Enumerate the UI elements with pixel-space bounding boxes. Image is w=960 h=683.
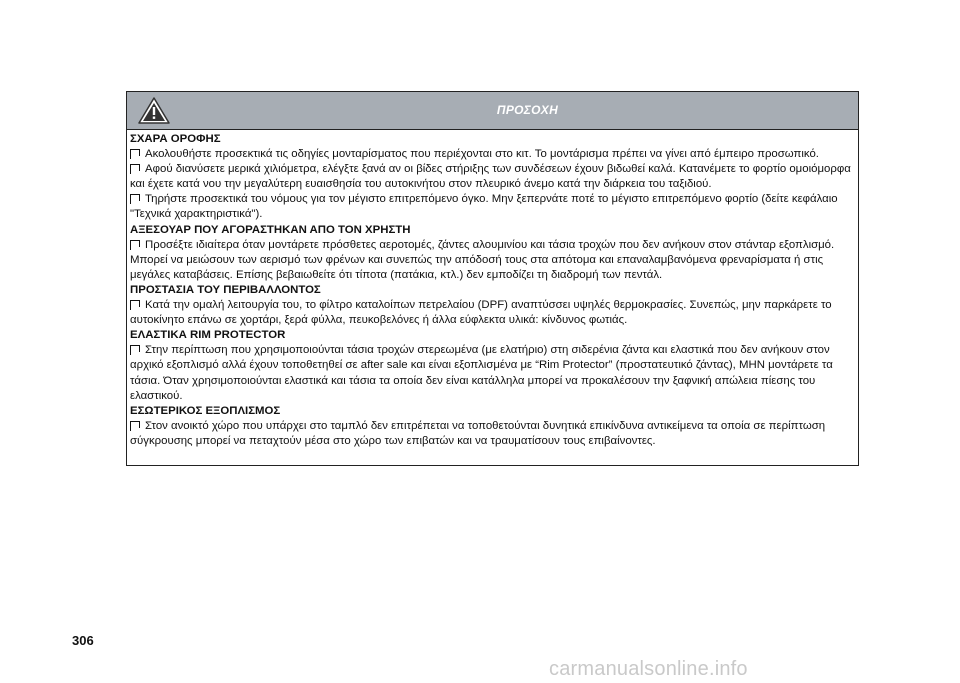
paragraph (130, 298, 855, 328)
paragraph-text: Τηρήστε προσεκτικά του νόμους για τον μέγιστο επιτρεπόμενο όγκο. Μην ξεπερνάτε ποτέ το μέγιστο επιτρεπόμενο φορτίο (δείτε κεφάλαιο "Τεχνικά χαρακτηριστικά"). (130, 193, 838, 221)
bullet-icon (130, 164, 140, 171)
paragraph-text: Κατά την ομαλή λειτουργία του, το φίλτρο καταλοίπων πετρελαίου (DPF) αναπτύσσει υψηλές θερμοκρασίες. Συνεπώς, μην παρκάρετε το αυτοκίνητο επάνω σε χορτάρι, ξερά φύλλα, πευκοβελόνες ή άλλα εύφλεκτα υλικά: κίνδυνος φωτιάς. (130, 299, 832, 327)
paragraph-text: Στον ανοικτό χώρο που υπάρχει στο ταμπλό δεν επιτρέπεται να τοποθετούνται δυνητικά επικίνδυνα αντικείμενα τα οποία σε περίπτωση σύγκρουσης μπορεί να πεταχτούν μέσα στο χώρο των επιβατών και να τραυματίσουν τους επιβαίνοντες. (130, 419, 826, 447)
bullet-icon (130, 345, 140, 352)
section-title: ΣΧΑΡΑ ΟΡΟΦΗΣ (130, 133, 221, 145)
paragraph (130, 238, 855, 283)
bullet-icon (130, 240, 140, 247)
warning-header (127, 92, 858, 130)
paragraph (130, 343, 855, 403)
paragraph (130, 162, 855, 192)
paragraph (130, 419, 855, 449)
section-title: ΠΡΟΣΤΑΣΙΑ ΤΟΥ ΠΕΡΙΒΑΛΛΟΝΤΟΣ (130, 283, 321, 296)
bullet-icon (130, 194, 140, 201)
paragraph-text: Προσέξτε ιδιαίτερα όταν μοντάρετε πρόσθετες αεροτομές, ζάντες αλουμινίου και τάσια τροχών που δεν ανήκουν στον στάνταρ εξοπλισμό. Μπορεί να μειώσουν των αερισμό των φρένων και συνεπώς την απόδοσή τους στα απότομα και επαναλαμβανόμενα φρεναρίσματα ή στις μεγάλες καταβάσεις. Επίσης βεβαιωθείτε ότι τίποτα (πατάκια, κτλ.) δεν εμποδίζει τη διαδρομή των πεντάλ. (130, 238, 835, 281)
paragraph-text: Ακολουθήστε προσεκτικά τις οδηγίες μονταρίσματος που περιέχονται στο κιτ. Το μοντάρισμα πρέπει να γίνει από έμπειρο προσωπικό. (145, 148, 819, 161)
paragraph (130, 147, 855, 162)
section-title: ΑΞΕΣΟΥΑΡ ΠΟΥ ΑΓΟΡΑΣΤΗΚΑΝ ΑΠΟ ΤΟΝ ΧΡΗΣΤΗ (130, 223, 411, 236)
warning-body (127, 130, 858, 449)
paragraph-text: Στην περίπτωση που χρησιμοποιούνται τάσια τροχών στερεωμένα (με ελατήριο) στη σιδερένια ζάντα και ελαστικά που δεν ανήκουν στον αρχικό εξοπλισμό αλλά έχουν τοποθετηθεί σε after sale και είναι εξοπλισμένα με “Rim Protector” (προστατευτικό ζάντας), ΜΗΝ μοντάρετε τα τάσια. Όταν χρησιμοποιούνται ελαστικά και τάσια τα οποία δεν είναι κατάλληλα μπορεί να προκαλέσουν την ξαφνική απώλεια πίεσης του ελαστικού. (130, 344, 833, 402)
section-title: ΕΣΩΤΕΡΙΚΟΣ ΕΞΟΠΛΙΣΜΟΣ (130, 404, 281, 417)
paragraph (130, 192, 855, 222)
warning-title: ΠΡΟΣΟΧΗ (496, 103, 559, 117)
paragraph-text: Αφού διανύσετε μερικά χιλιόμετρα, ελέγξτε ξανά αν οι βίδες στήριξης των συνδέσεων έχουν βιδωθεί καλά. Κατανέμετε το φορτίο ομοιόμορφα και έχετε κατά νου την μεγαλύτερη ευαισθησία του αυτοκινήτου στον πλευρικό άνεμο κατά την διάρκεια του ταξιδιού. (130, 163, 851, 191)
page-number: 306 (72, 633, 94, 648)
bullet-icon (130, 421, 140, 428)
section-title: ΕΛΑΣΤΙΚΑ RIM PROTECTOR (130, 329, 286, 342)
watermark: carmanualsonline.info (549, 658, 748, 680)
warning-box (126, 91, 859, 466)
bullet-icon (130, 149, 140, 156)
bullet-icon (130, 300, 140, 307)
